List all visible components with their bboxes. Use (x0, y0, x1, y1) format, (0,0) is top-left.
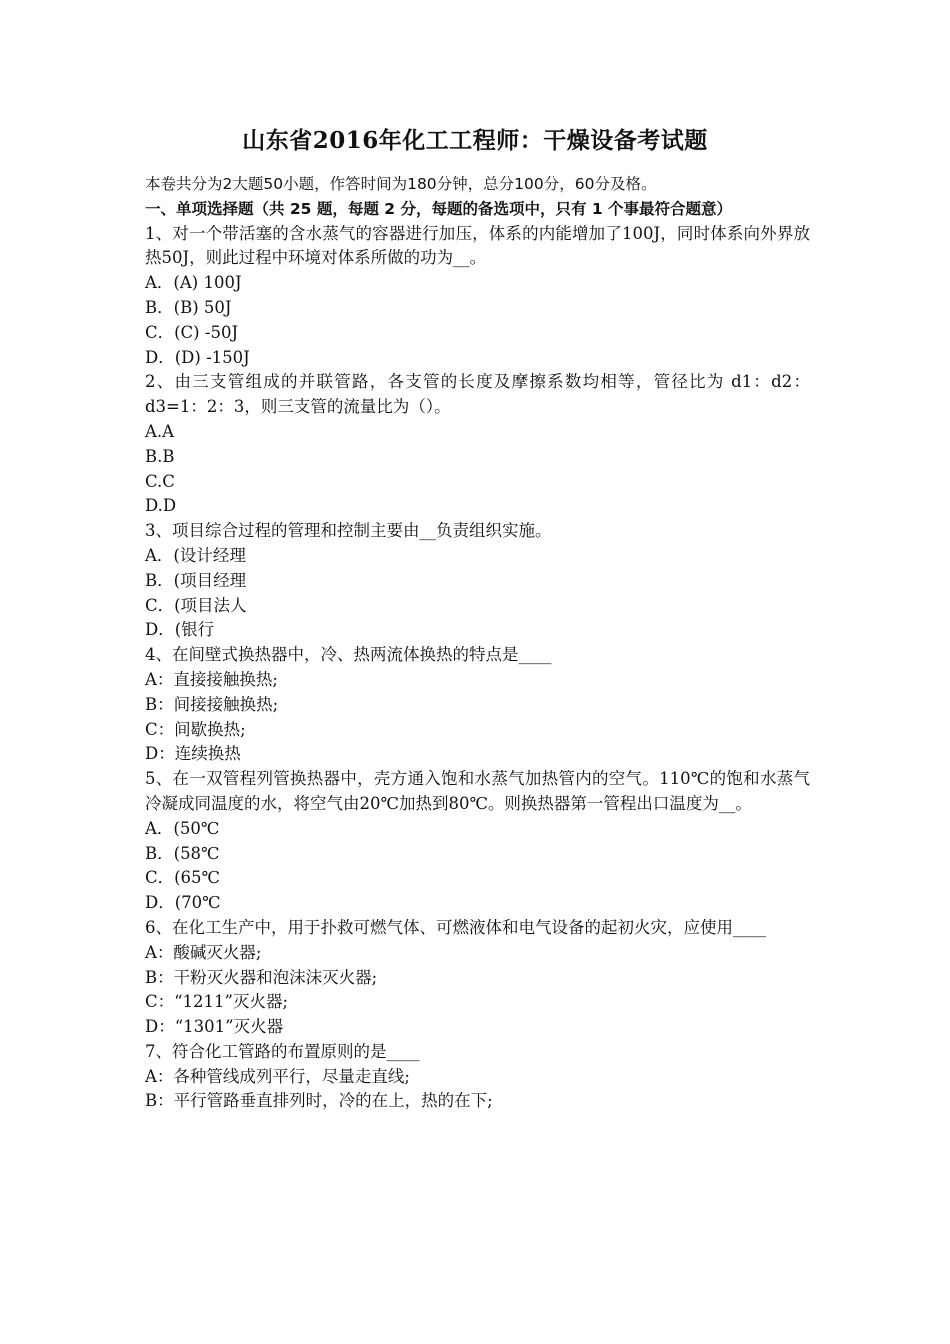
question-option: A．(50℃ (145, 818, 220, 838)
question-option: B：间接接触换热; (145, 694, 279, 714)
question-2 (145, 370, 810, 519)
question-option: C.C (145, 471, 175, 491)
question-stem: 2、由三支管组成的并联管路，各支管的长度及摩擦系数均相等，管径比为 d1：d2：d3=1：2：3，则三支管的流量比为（）。 (145, 372, 810, 417)
question-stem: 7、符合化工管路的布置原则的是____ (145, 1041, 420, 1061)
question-stem: 1、对一个带活塞的含水蒸气的容器进行加压，体系的内能增加了100J，同时体系向外界放热50J，则此过程中环境对体系所做的功为__。 (145, 223, 810, 268)
question-option: C．(65℃ (145, 868, 221, 888)
question-stem: 5、在一双管程列管换热器中，壳方通入饱和水蒸气加热管内的空气。110℃的饱和水蒸气冷凝成同温度的水，将空气由20℃加热到80℃。则换热器第一管程出口温度为__。 (145, 769, 810, 813)
question-option: D．(D) -150J (145, 347, 250, 367)
document-title: 山东省2016年化工工程师：干燥设备考试题 (242, 127, 708, 154)
question-1 (145, 222, 810, 371)
question-stem: 3、项目综合过程的管理和控制主要由__负责组织实施。 (145, 521, 552, 541)
question-option: A：直接接触换热; (145, 669, 278, 689)
question-option: B．(58℃ (145, 843, 220, 863)
question-option: B：平行管路垂直排列时，冷的在上，热的在下; (145, 1091, 493, 1111)
question-option: A.A (145, 421, 175, 441)
question-4 (145, 643, 810, 767)
question-option: D.D (145, 496, 177, 516)
question-option: A：各种管线成列平行，尽量走直线; (145, 1066, 410, 1086)
question-stem: 4、在间壁式换热器中，冷、热两流体换热的特点是____ (145, 645, 552, 665)
question-option: A．(设计经理 (145, 545, 246, 565)
question-7 (145, 1040, 810, 1114)
question-option: A：酸碱灭火器; (145, 942, 262, 962)
question-option: B.B (145, 446, 175, 466)
question-option: D．(70℃ (145, 893, 221, 913)
question-option: C：间歇换热; (145, 719, 246, 739)
question-option: D：“1301”灭火器 (145, 1017, 284, 1037)
question-option: C：“1211”灭火器; (145, 992, 289, 1012)
question-option: C．(项目法人 (145, 595, 247, 615)
question-option: B．(B) 50J (145, 297, 232, 317)
question-option: A．(A) 100J (145, 273, 242, 293)
question-option: D：连续换热 (145, 744, 241, 764)
document-body (145, 172, 810, 1114)
question-option: D．(银行 (145, 620, 215, 640)
section-heading: 一、单项选择题（共 25 题，每题 2 分，每题的备选项中，只有 1 个事最符合题意） (145, 199, 733, 218)
question-6 (145, 916, 810, 1040)
question-option: C．(C) -50J (145, 322, 239, 342)
question-stem: 6、在化工生产中，用于扑救可燃气体、可燃液体和电气设备的起初火灾，应使用____ (145, 917, 766, 937)
question-option: B．(项目经理 (145, 570, 247, 590)
exam-intro: 本卷共分为2大题50小题，作答时间为180分钟，总分100分，60分及格。 (145, 175, 657, 193)
question-option: B：干粉灭火器和泡沫沫灭火器; (145, 967, 378, 987)
question-5 (145, 767, 810, 916)
question-3 (145, 519, 810, 643)
